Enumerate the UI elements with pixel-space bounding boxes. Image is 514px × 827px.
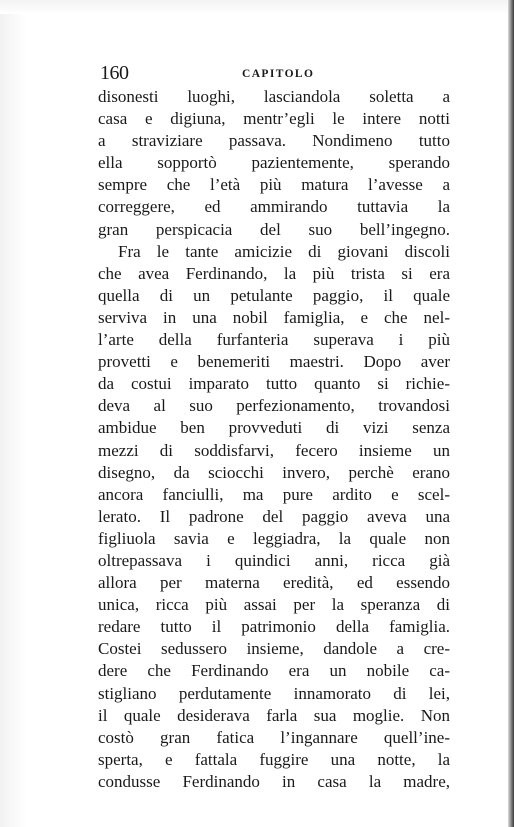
text-line: figliuola savia e leggiadra, la quale non xyxy=(98,528,450,548)
text-line: casa e digiuna, mentr’egli le intere notti xyxy=(98,109,450,129)
text-line: provetti e benemeriti maestri. Dopo aver xyxy=(98,352,450,372)
text-line: stigliano perdutamente innamorato di lei, xyxy=(98,683,450,703)
page-number: 160 xyxy=(100,62,129,84)
text-line: ambidue ben provveduti di vizi senza xyxy=(98,418,450,438)
text-line: deva al suo perfezionamento, trovandosi xyxy=(98,396,450,416)
text-line: correggere, ed ammirando tuttavia la xyxy=(98,197,450,217)
text-line: che avea Ferdinando, la più trista si era xyxy=(98,263,450,283)
text-line: da costui imparato tutto quanto si richie- xyxy=(98,374,450,394)
text-line: Costei sedussero insieme, dandole a cre- xyxy=(98,639,450,659)
text-line: disegno, da sciocchi invero, perchè erano xyxy=(98,462,450,482)
text-line: mezzi di soddisfarvi, fecero insieme un xyxy=(98,440,450,460)
chapter-heading: CAPITOLO xyxy=(242,68,315,80)
paragraph-first-line: Fra le tante amicizie di giovani discoli xyxy=(118,241,450,261)
text-line: costò gran fatica l’ingannare quell’ine- xyxy=(98,727,450,747)
text-line: il quale desiderava farla sua moglie. Non xyxy=(98,705,450,725)
text-line: serviva in una nobil famiglia, e che nel- xyxy=(98,307,450,327)
scan-shadow-left xyxy=(0,0,26,827)
running-head xyxy=(98,60,450,84)
text-line: gran perspicacia del suo bell’ingegno. xyxy=(98,219,450,239)
text-line: lerato. Il padrone del paggio aveva una xyxy=(98,506,450,526)
body-text xyxy=(98,86,450,793)
text-line: ancora fanciulli, ma pure ardito e scel- xyxy=(98,484,450,504)
text-line: oltrepassava i quindici anni, ricca già xyxy=(98,550,450,570)
book-page xyxy=(98,60,450,793)
text-line: condusse Ferdinando in casa la madre, xyxy=(98,771,450,791)
text-line: quella di un petulante paggio, il quale xyxy=(98,285,450,305)
text-line: redare tutto il patrimonio della famiglia. xyxy=(98,617,450,637)
text-line: dere che Ferdinando era un nobile ca- xyxy=(98,661,450,681)
text-line: a straviziare passava. Nondimeno tutto xyxy=(98,131,450,151)
text-line: l’arte della furfanteria superava i più xyxy=(98,330,450,350)
scan-shadow-top xyxy=(0,0,514,14)
text-line: allora per materna eredità, ed essendo xyxy=(98,573,450,593)
text-line: ella sopportò pazientemente, sperando xyxy=(98,153,450,173)
text-line: sempre che l’età più matura l’avesse a xyxy=(98,175,450,195)
scan-shadow-right xyxy=(508,0,514,827)
text-line: sperta, e fattala fuggire una notte, la xyxy=(98,749,450,769)
text-line: disonesti luoghi, lasciandola soletta a xyxy=(98,87,450,106)
text-line: unica, ricca più assai per la speranza di xyxy=(98,595,450,615)
